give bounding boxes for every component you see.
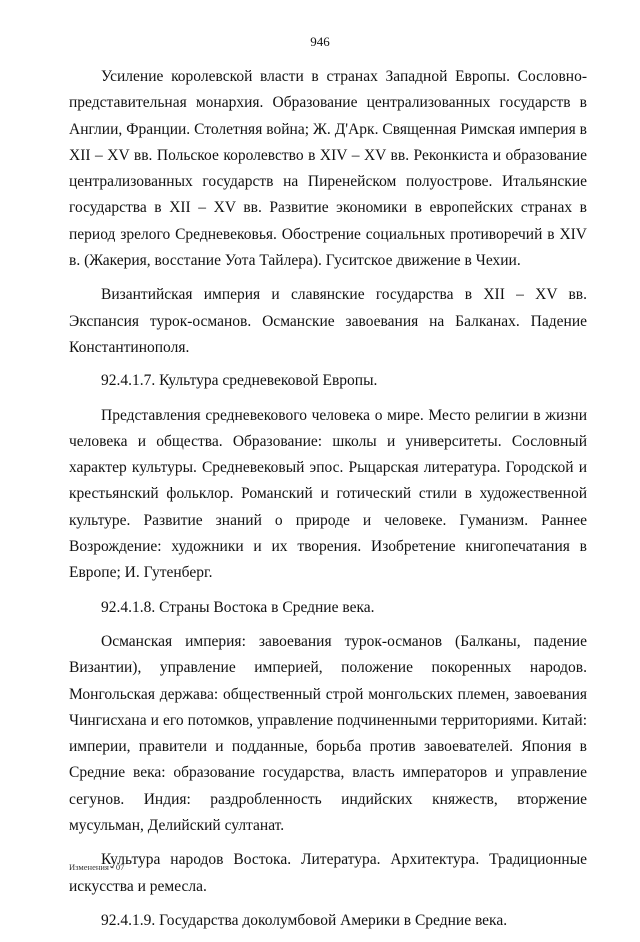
paragraph: Византийская империя и славянские государства в XII – XV вв. Экспансия турок-османов. Османские завоевания на Балканах. Падение Константинополя. <box>69 286 587 356</box>
paragraph: Усиление королевской власти в странах Западной Европы. Сословно-представительная монархия. Образование централизованных государств в Англии, Франции. Столетняя война; Ж. Д'Арк. Священная Римская империя в XII – XV вв. Польское королевство в XIV – XV вв. Реконкиста и образование централизованных государств на Пиренейском полуострове. Итальянские государства в XII – XV вв. Развитие экономики в европейских странах в период зрелого Средневековья. Обострение социальных противоречий в XIV в. (Жакерия, восстание Уота Тайлера). Гуситское движение в Чехии. <box>69 68 587 270</box>
paragraph: Представления средневекового человека о мире. Место религии в жизни человека и общества. Образование: школы и университеты. Сословный характер культуры. Средневековый эпос. Рыцарская литература. Городской и крестьянский фольклор. Романский и готический стили в художественной культуре. Развитие знаний о природе и человеке. Гуманизм. Раннее Возрождение: художники и их творения. Изобретение книгопечатания в Европе; И. Гутенберг. <box>69 406 587 582</box>
page-number: 946 <box>310 34 330 49</box>
paragraph: Османская империя: завоевания турок-османов (Балканы, падение Византии), управление империей, положение покоренных народов. Монгольская держава: общественный строй монгольских племен, завоевания Чингисхана и его потомков, управление подчиненными территориями. Китай: империи, правители и подданные, борьба против завоевателей. Япония в Средние века: образование государства, власть императоров и управление сегунов. Индия: раздробленность индийских княжеств, вторжение мусульман, Делийский султанат. <box>69 632 587 835</box>
footer-revision: Изменения - 07 <box>69 862 125 872</box>
section-heading: 92.4.1.7. Культура средневековой Европы. <box>101 372 378 390</box>
paragraph: Культура народов Востока. Литература. Архитектура. Традиционные искусства и ремесла. <box>69 851 587 895</box>
document-body <box>69 64 587 942</box>
section-heading: 92.4.1.8. Страны Востока в Средние века. <box>101 598 375 616</box>
section-heading: 92.4.1.9. Государства доколумбовой Америки в Средние века. <box>101 911 508 929</box>
